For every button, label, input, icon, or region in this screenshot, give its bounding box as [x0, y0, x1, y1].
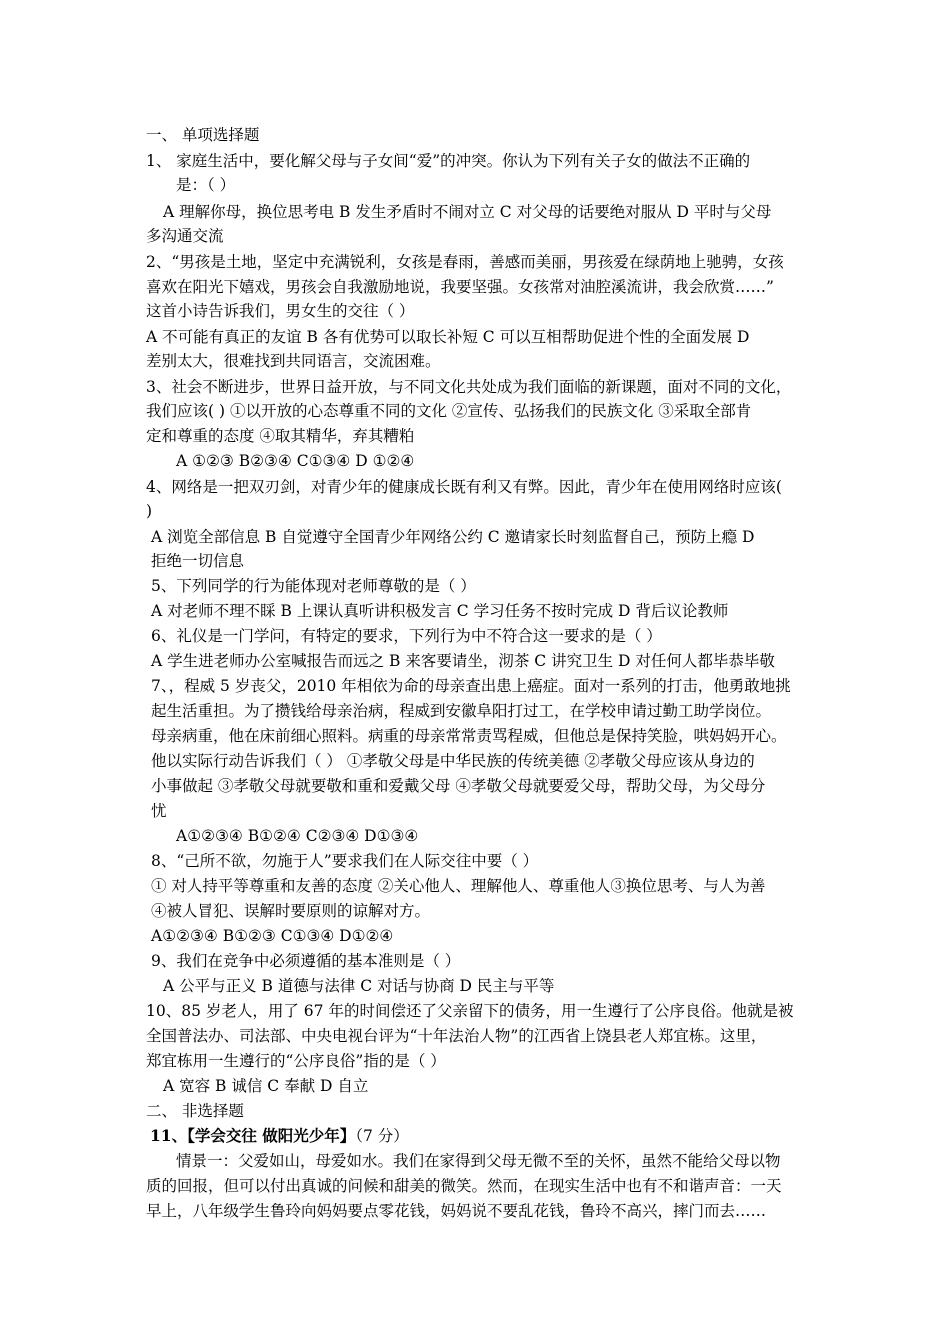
q11-title: 11、【学会交往 做阳光少年】 — [150, 1126, 356, 1145]
q2-options: A 不可能有真正的友谊 B 各有优势可以取长补短 C 可以互相帮助促进个性的全面发展 D — [146, 328, 750, 346]
q8-options: A①②③④ B①②③ C①③④ D①②④ — [151, 927, 394, 945]
q7-stem-cont: 起生活重担。为了攒钱给母亲治病，程威到安徽阜阳打过工，在学校申请过勤工助学岗位。 — [151, 702, 772, 720]
q7-options: A①②③④ B①②④ C②③④ D①③④ — [176, 827, 419, 845]
q10-stem: 10、85 岁老人，用了 67 年的时间偿还了父亲留下的债务，用一生遵行了公序良俗。他就是被 — [146, 1002, 794, 1020]
q2-options-cont: 差别太大，很难找到共同语言，交流困难。 — [146, 352, 441, 370]
q1-options: A 理解你母，换位思考电 B 发生矛盾时不闹对立 C 对父母的话要绝对服从 D 平时与父母 — [163, 203, 772, 221]
q7-stem-cont: 忧 — [151, 802, 167, 820]
q9-options: A 公平与正义 B 道德与法律 C 对话与协商 D 民主与平等 — [163, 977, 555, 995]
q2-stem: 2、“男孩是土地，坚定中充满锐利，女孩是春雨，善感而美丽，男孩爱在绿荫地上驰骋，女孩 — [146, 253, 784, 271]
q11-paragraph: 情景一：父爱如山，母爱如水。我们在家得到父母无微不至的关怀，虽然不能给父母以物 — [176, 1152, 781, 1170]
q10-stem-cont: 郑宜栋用一生遵行的“公序良俗”指的是（ ） — [146, 1052, 446, 1070]
q6-options: A 学生进老师办公室喊报告而远之 B 来客要请坐，沏茶 C 讲究卫生 D 对任何人都毕恭毕敬 — [151, 652, 775, 670]
q7-stem: 7、，程威 5 岁丧父，2010 年相依为命的母亲查出患上癌症。面对一系列的打击，他勇敢地挑 — [151, 677, 791, 695]
q2-stem-cont: 喜欢在阳光下嬉戏，男孩会自我激励地说，我要坚强。女孩常对油腔溪流讲，我会欣赏……” — [146, 278, 774, 296]
q3-stem: 3、社会不断进步，世界日益开放，与不同文化共处成为我们面临的新课题，面对不同的文化， — [146, 378, 792, 396]
q1-options-cont: 多沟通交流 — [146, 227, 224, 245]
q10-stem-cont: 全国普法办、司法部、中央电视台评为“十年法治人物”的江西省上饶县老人郑宜栋。这里， — [146, 1027, 767, 1045]
section-heading: 二、 非选择题 — [146, 1102, 244, 1120]
q8-stem-cont: ① 对人持平等尊重和友善的态度 ②关心他人、理解他人、尊重他人③换位思考、与人为善 — [151, 877, 766, 895]
q2-stem-cont: 这首小诗告诉我们，男女生的交往（ ） — [146, 302, 415, 320]
q9-stem: 9、我们在竞争中必须遵循的基本准则是（ ） — [151, 952, 461, 970]
q3-stem-cont: 我们应该( ) ①以开放的心态尊重不同的文化 ②宣传、弘扬我们的民族文化 ③采取全部肯 — [146, 402, 752, 420]
q7-stem-cont: 母亲病重，他在床前细心照料。病重的母亲常常责骂程威，但他总是保持笑脸，哄妈妈开心。 — [151, 727, 787, 745]
q1-stem: 1、 家庭生活中，要化解父母与子女间“爱”的冲突。你认为下列有关子女的做法不正确的 — [146, 152, 751, 170]
q11-title-line — [150, 1125, 409, 1147]
q4-stem-cont: ) — [146, 502, 153, 520]
q4-options-cont: 拒绝一切信息 — [151, 552, 245, 570]
q5-options: A 对老师不理不睬 B 上课认真听讲积极发言 C 学习任务不按时完成 D 背后议论教师 — [151, 602, 729, 620]
section-heading: 一、 单项选择题 — [146, 126, 260, 144]
q11-score: （7 分） — [355, 1127, 409, 1145]
q3-stem-cont: 定和尊重的态度 ④取其精华，弃其糟粕 — [146, 427, 415, 445]
q11-paragraph-cont: 质的回报，但可以付出真诚的问候和甜美的微笑。然而，在现实生活中也有不和谐声音：一天 — [146, 1177, 782, 1195]
q7-stem-cont: 小事做起 ③孝敬父母就要敬和重和爱戴父母 ④孝敬父母就要爱父母，帮助父母，为父母分 — [151, 777, 766, 795]
q5-stem: 5、下列同学的行为能体现对老师尊敬的是（ ） — [151, 577, 476, 595]
q1-stem-cont: 是：（ ） — [176, 176, 236, 194]
q4-options: A 浏览全部信息 B 自觉遵守全国青少年网络公约 C 邀请家长时刻监督自己，预防上瘾 D — [151, 528, 755, 546]
q8-stem: 8、“己所不欲，勿施于人”要求我们在人际交往中要（ ） — [151, 852, 539, 870]
q6-stem: 6、礼仪是一门学问，有特定的要求，下列行为中不符合这一要求的是（ ） — [151, 627, 662, 645]
q4-stem: 4、网络是一把双刃剑，对青少年的健康成长既有利又有弊。因此，青少年在使用网络时应该( — [146, 478, 782, 496]
q11-paragraph-cont: 早上，八年级学生鲁玲向妈妈要点零花钱，妈妈说不要乱花钱，鲁玲不高兴，摔门而去…… — [146, 1202, 767, 1220]
q8-stem-cont: ④被人冒犯、误解时要原则的谅解对方。 — [151, 902, 431, 920]
q3-options: A ①②③ B②③④ C①③④ D ①②④ — [176, 452, 415, 470]
q10-options: A 宽容 B 诚信 C 奉献 D 自立 — [163, 1077, 369, 1095]
q7-stem-cont: 他以实际行动告诉我们（ ） ①孝敬父母是中华民族的传统美德 ②孝敬父母应该从身边的 — [151, 752, 755, 770]
